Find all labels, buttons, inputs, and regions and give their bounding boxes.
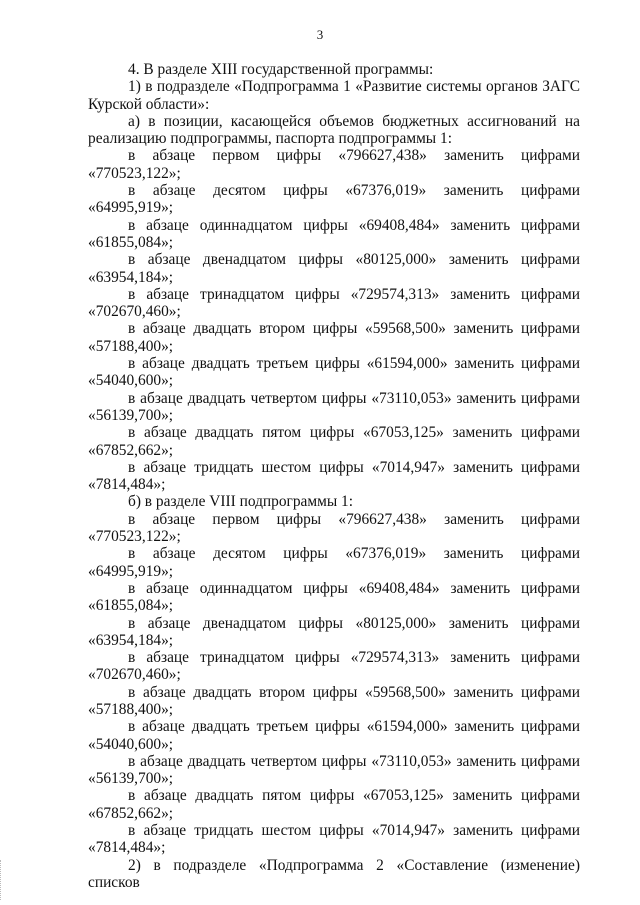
paragraph: в абзаце двадцать четвертом цифры «73110,053» заменить цифрами «56139,700»; <box>88 752 580 788</box>
paragraph: в абзаце тридцать шестом цифры «7014,947» заменить цифрами «7814,484»; <box>88 458 580 494</box>
paragraph: в абзаце одиннадцатом цифры «69408,484» заменить цифрами «61855,084»; <box>88 216 580 251</box>
paragraph: б) в разделе VIII подпрограммы 1: <box>128 493 354 511</box>
paragraph: в абзаце тринадцатом цифры «729574,313» заменить цифрами «702670,460»; <box>88 285 580 321</box>
paragraph: в абзаце двадцать втором цифры «59568,500» заменить цифрами «57188,400»; <box>88 320 580 355</box>
paragraph: в абзаце первом цифры «796627,438» заменить цифрами «770523,122»; <box>88 510 580 546</box>
page-number: 3 <box>316 27 324 42</box>
paragraph: 4. В разделе XIII государственной программы: <box>128 61 434 78</box>
scan-edge-marks <box>0 860 4 900</box>
paragraph: в абзаце двенадцатом цифры «80125,000» заменить цифрами «63954,184»; <box>88 251 580 286</box>
paragraph: в абзаце двадцать третьем цифры «61594,000» заменить цифрами «54040,600»; <box>88 355 580 390</box>
document-body <box>88 61 580 891</box>
paragraph: в абзаце тридцать шестом цифры «7014,947» заменить цифрами «7814,484»; <box>88 822 580 857</box>
paragraph: в абзаце двадцать пятом цифры «67053,125» заменить цифрами «67852,662»; <box>88 787 580 822</box>
paragraph: в абзаце тринадцатом цифры «729574,313» заменить цифрами «702670,460»; <box>88 649 580 684</box>
paragraph: в абзаце десятом цифры «67376,019» заменить цифрами «64995,919»; <box>88 545 580 580</box>
paragraph: в абзаце двадцать втором цифры «59568,500» заменить цифрами «57188,400»; <box>88 683 580 718</box>
paragraph: в абзаце одиннадцатом цифры «69408,484» заменить цифрами «61855,084»; <box>88 579 580 615</box>
paragraph: в абзаце первом цифры «796627,438» заменить цифрами «770523,122»; <box>88 147 580 182</box>
paragraph: в абзаце двадцать четвертом цифры «73110,053» заменить цифрами «56139,700»; <box>88 389 580 424</box>
paragraph: в абзаце десятом цифры «67376,019» заменить цифрами «64995,919»; <box>88 182 580 217</box>
paragraph: в абзаце двадцать пятом цифры «67053,125» заменить цифрами «67852,662»; <box>88 424 580 459</box>
paragraph: в абзаце двадцать третьем цифры «61594,000» заменить цифрами «54040,600»; <box>88 718 580 753</box>
paragraph: 1) в подразделе «Подпрограмма 1 «Развитие системы органов ЗАГС Курской области»: <box>88 78 580 113</box>
paragraph: в абзаце двенадцатом цифры «80125,000» заменить цифрами «63954,184»; <box>88 614 580 649</box>
paragraph: 2) в подразделе «Подпрограмма 2 «Составление (изменение) списков <box>88 856 580 891</box>
paragraph: а) в позиции, касающейся объемов бюджетных ассигнований на реализацию подпрограммы, паспорта подпрограммы 1: <box>88 112 580 148</box>
